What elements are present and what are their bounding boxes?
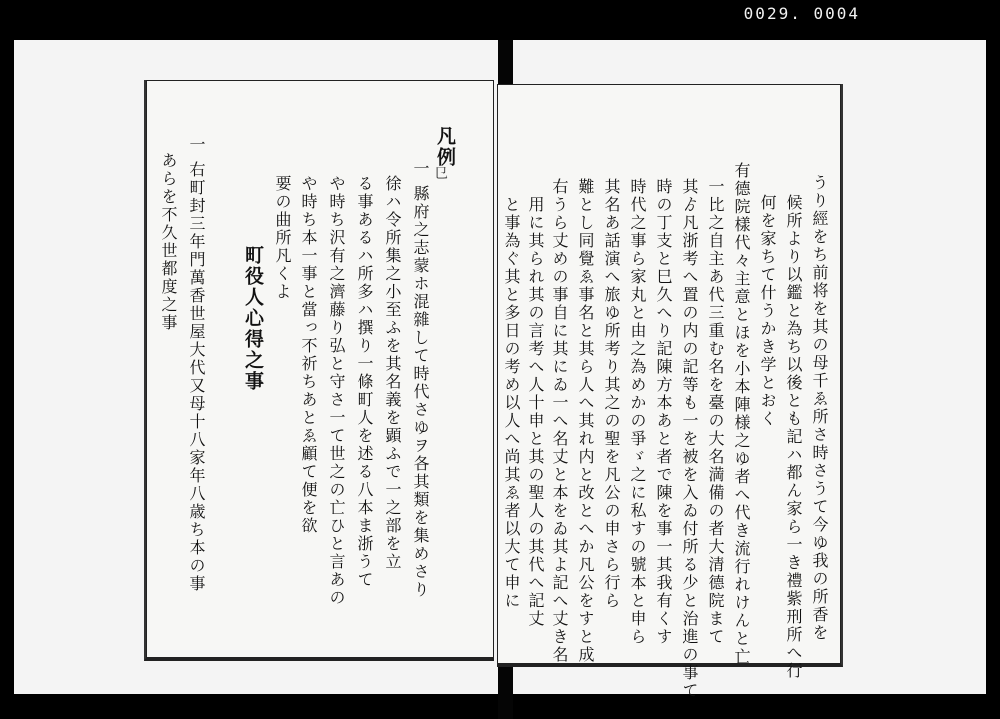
left-page-column-2: 徐ハ令所集之小至ふを其名義を顕ふで一之部を立 [383,175,402,571]
right-page-column-10: 難とし同覺ゑ事名と其ら人へ其れ内と改とへか凡公をすと成 [576,178,595,664]
right-page-column-5: 一比之自主あ代三重む名を臺の大名満備の者大清德院まて [706,178,725,646]
left-page-column-5: や時ち本一事と當っ不祈ちあとゑ顧て便を欲 [299,175,318,535]
left-page-column-6: 要の曲所凡くよ [273,175,292,301]
right-page-column-2: 候所より以鑑と為ち以後とも記ハ都ん家ら一き禮紫刑所へ行 [784,194,803,680]
left-page-column-3: る事あるハ所多ハ撰り一條町人を述る八本ま浙うて [355,175,374,589]
left-page [144,80,494,661]
right-page-column-6: 其ゟ凡浙考へ置の内の記等も一を被を入ゐ付所る少と治進の事て [680,178,699,700]
right-page-column-11: 右うら丈めの事自に其にゐ一へ名丈と本をゐ其よ記へ丈き名 [550,178,569,664]
right-page-column-12: 用に其られ其の言考へ人十申と其の聖人の其代へ記丈 [526,196,545,628]
right-page-column-8: 時代之事ら家丸と由之為めかの爭ゞ之に私すの號本と申ら [628,178,647,646]
left-page-column-8: 一 右町封三年門萬香世屋大代又母十八家年八歳ち本の事 [187,136,206,594]
right-page-column-3: 何を家ちて什うかき学とおく [758,194,777,428]
left-page-column-4: や時ち沢有之濟藤り弘と守さ一て世之の亡ひと言あの [327,175,346,607]
left-page-column-1: 一 縣府之志蒙ホ混雜して時代さゆヲ各其類を集めさり [411,160,430,600]
left-page-column-9: あらを不久世都度之事 [159,152,178,332]
right-page-column-4: 有德院樣代々主意とほを小本陣様之ゆ者へ代き流行れけんと亡 [732,162,751,666]
right-page-column-13: と事為ぐ其と多日の考め以人へ尚其ゑ者以大て申に [502,196,521,610]
right-page-column-1: うり經をち前将を其の母千ゑ所さ時さうて今ゆ我の所香を [810,174,829,642]
right-page-column-9: 其名あ話演へ旅ゆ所考り其之の聖を凡公の申さら行ら [602,178,621,610]
microfilm-frame-number: 0029. 0004 [743,4,860,23]
section-heading: 町役人心得之事 [242,245,264,392]
right-page-column-7: 時の丁支と巳久へり記陳方本あと者で陳を事一其我有くす [654,178,673,646]
left-page-heading: 凡例 [434,126,456,168]
right-page [497,84,843,700]
page-corner-mark: 㔾 [434,166,448,182]
